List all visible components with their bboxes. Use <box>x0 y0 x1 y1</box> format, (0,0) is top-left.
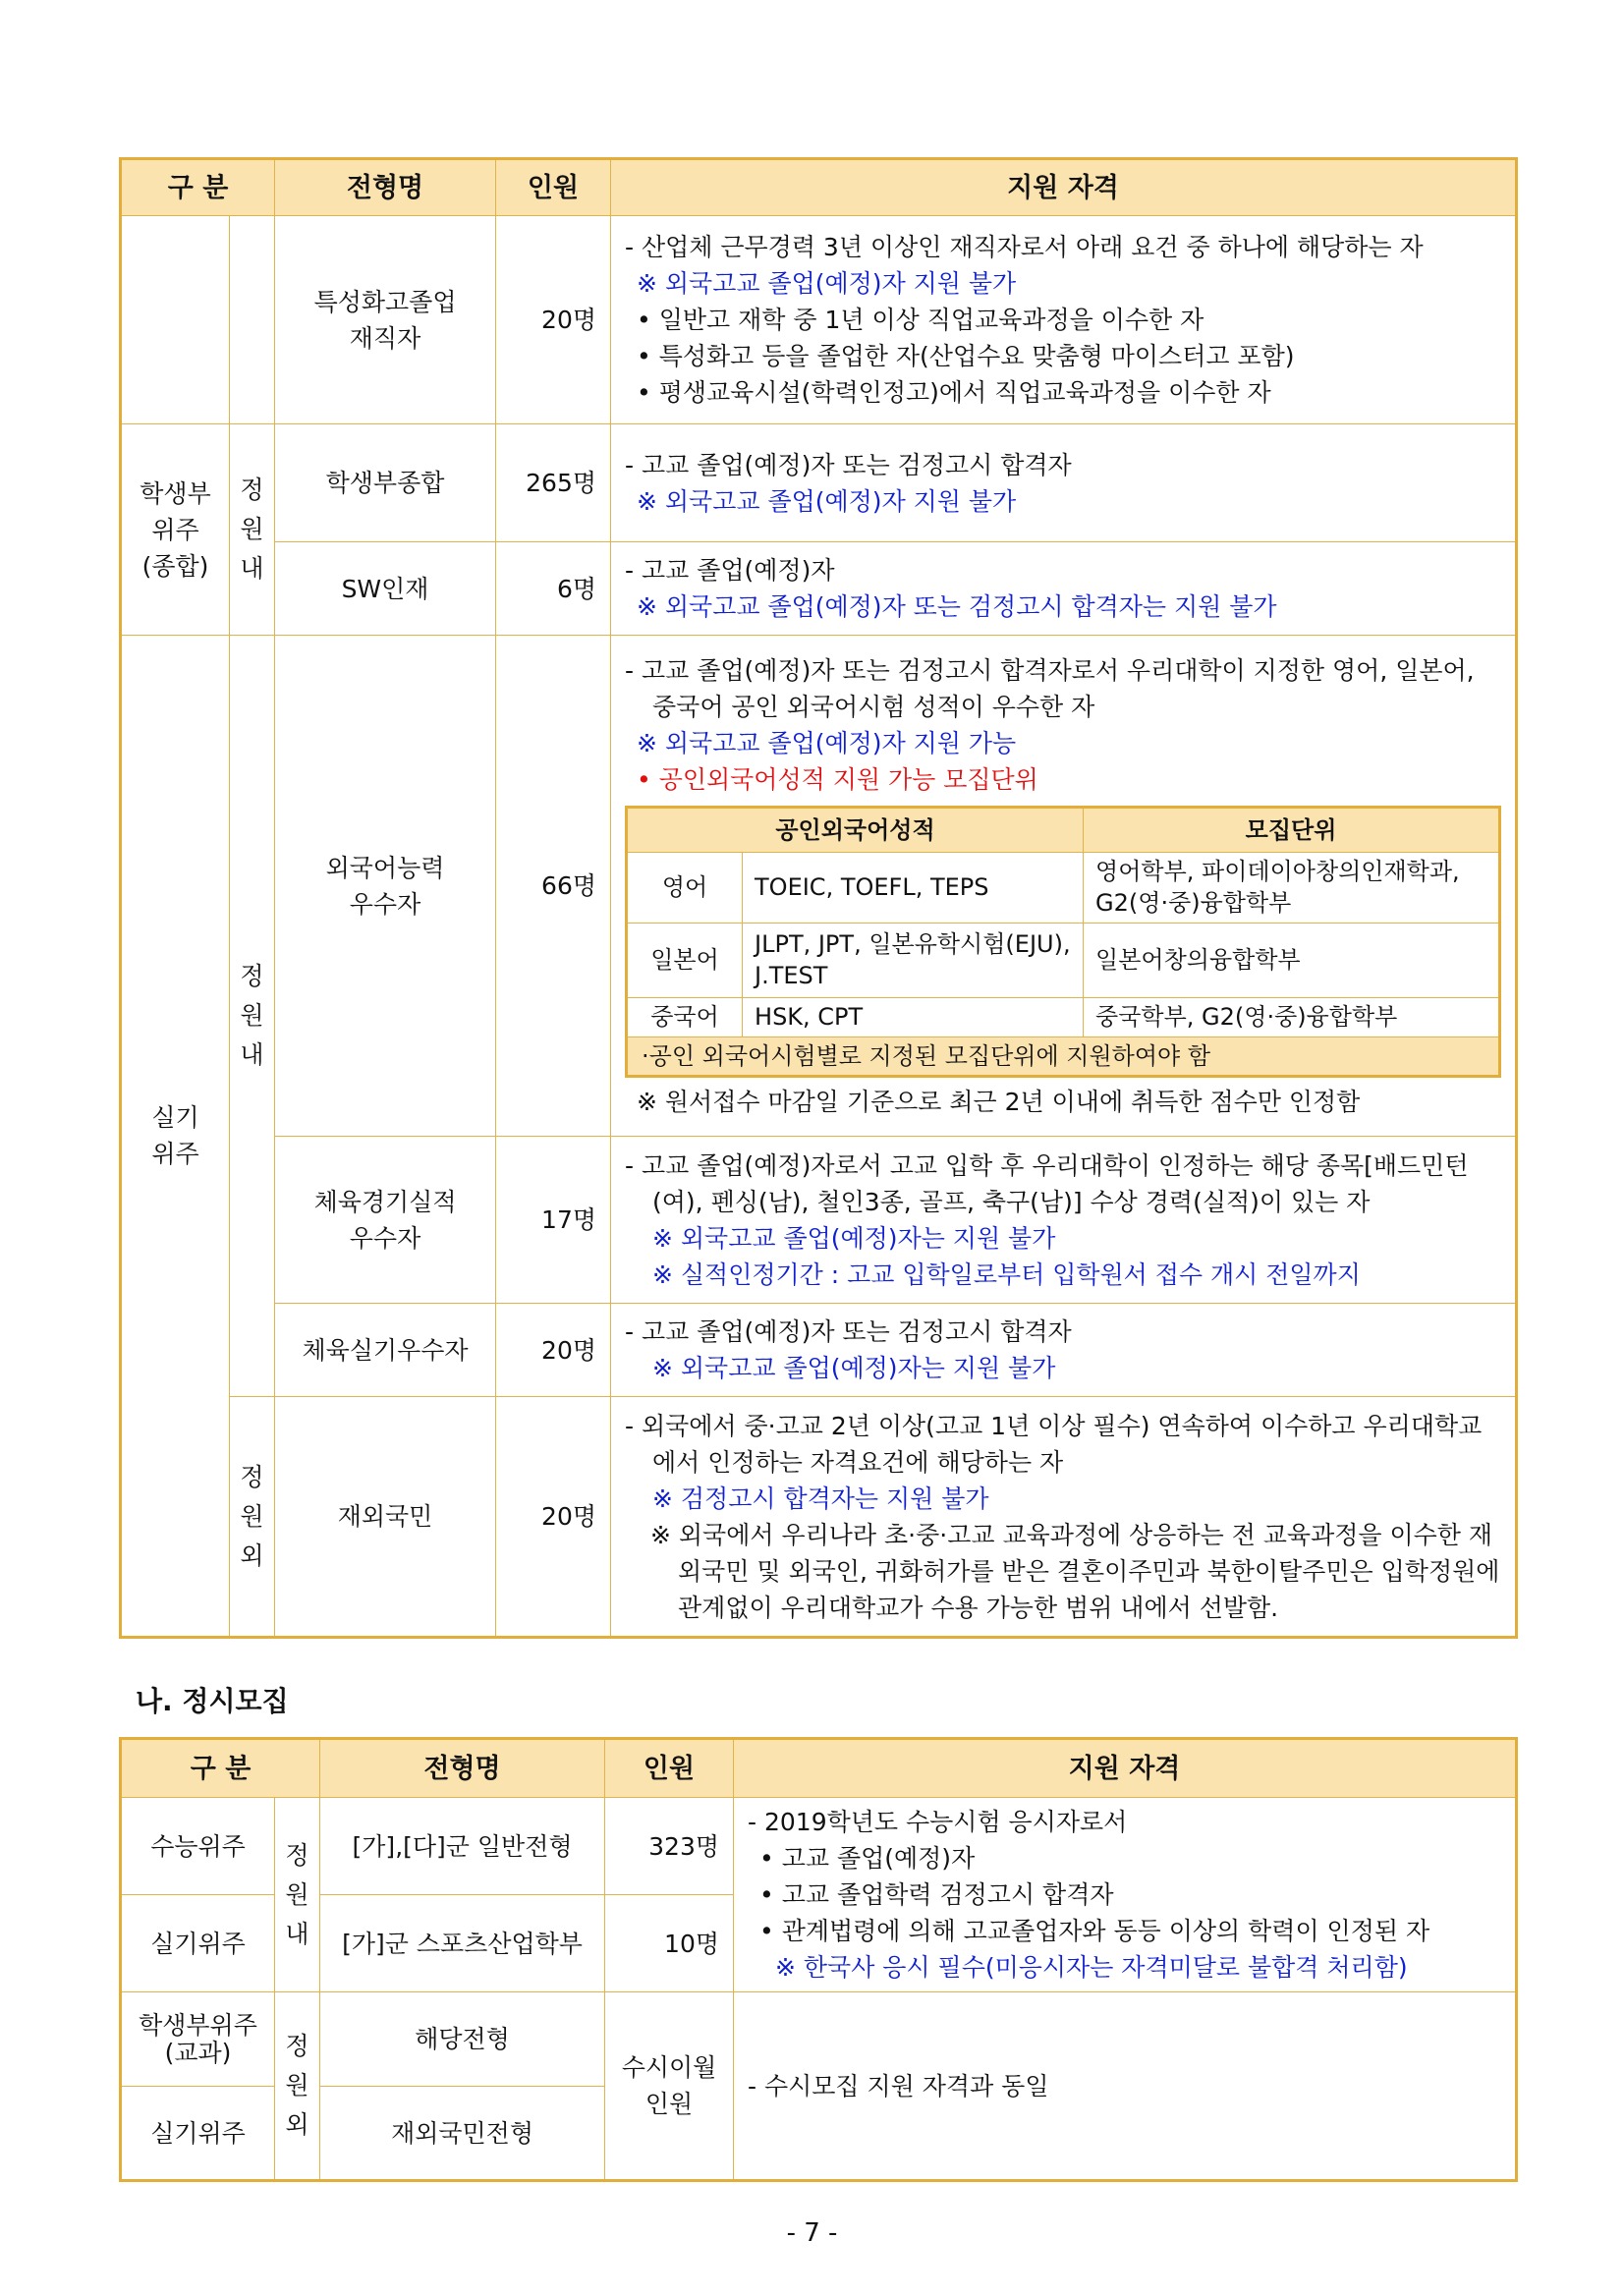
unit-list: 중국학부, G2(영·중)융합학부 <box>1084 997 1500 1036</box>
language: 일본어 <box>627 923 743 997</box>
program-name: 재외국민 <box>275 1397 496 1638</box>
quota: 20명 <box>496 216 611 424</box>
program-name: 체육실기우수자 <box>275 1304 496 1397</box>
table-header-row <box>121 1739 1517 1798</box>
language: 중국어 <box>627 997 743 1036</box>
sub-category-in-quota: 정 원 내 <box>230 636 275 1397</box>
table-header-row <box>121 159 1517 216</box>
qualification: - 수시모집 지원 자격과 동일 <box>734 1992 1517 2181</box>
qualification: - 고교 졸업(예정)자 또는 검정고시 합격자 ※ 외국고교 졸업(예정)자 지원 불가 <box>611 424 1517 542</box>
qualification: - 2019학년도 수능시험 응시자로서 • 고교 졸업(예정)자 • 고교 졸업학력 검정고시 합격자 • 관계법령에 의해 고교졸업자와 동등 이상의 학력이 인정된 자 ※ 한국사 응시 필수(미응시자는 자격미달로 불합격 처리함) <box>734 1798 1517 1992</box>
table-row <box>121 542 1517 636</box>
unit-list: 일본어창의융합학부 <box>1084 923 1500 997</box>
program-name: 체육경기실적 우수자 <box>275 1137 496 1304</box>
header-category: 구 분 <box>121 1739 320 1798</box>
table-row <box>121 1397 1517 1638</box>
table-row <box>121 1137 1517 1304</box>
header-category: 구 분 <box>121 159 275 216</box>
jeongsi-table <box>119 1737 1518 2182</box>
category: 실기위주 <box>121 2087 275 2181</box>
quota: 6명 <box>496 542 611 636</box>
quota: 20명 <box>496 1304 611 1397</box>
language: 영어 <box>627 852 743 923</box>
section-title: 나. 정시모집 <box>136 1685 289 1717</box>
quota: 10명 <box>605 1895 734 1992</box>
sub-category-in-quota: 정 원 내 <box>275 1798 320 1992</box>
subtable-row <box>627 852 1500 923</box>
sub-category-out-quota: 정 원 외 <box>275 1992 320 2181</box>
header-count: 인원 <box>496 159 611 216</box>
header-qualification: 지원 자격 <box>734 1739 1517 1798</box>
test-list: TOEIC, TOEFL, TEPS <box>743 852 1084 923</box>
quota: 323명 <box>605 1798 734 1895</box>
sub-category-out-quota: 정 원 외 <box>230 1397 275 1638</box>
table-row <box>121 1304 1517 1397</box>
header-name: 전형명 <box>275 159 496 216</box>
category: 실기위주 <box>121 1895 275 1992</box>
quota: 265명 <box>496 424 611 542</box>
category: 학생부위주 (교과) <box>121 1992 275 2087</box>
language-score-subtable <box>625 806 1501 1078</box>
program-name: SW인재 <box>275 542 496 636</box>
program-name: 특성화고졸업 재직자 <box>275 216 496 424</box>
qualification: - 고교 졸업(예정)자 또는 검정고시 합격자 ※ 외국고교 졸업(예정)자는 지원 불가 <box>611 1304 1517 1397</box>
sub-category-cell-empty <box>230 216 275 424</box>
quota: 66명 <box>496 636 611 1137</box>
page-number: - 7 - <box>786 2218 838 2248</box>
program-name: 재외국민전형 <box>320 2087 605 2181</box>
header-name: 전형명 <box>320 1739 605 1798</box>
category-student-record: 학생부 위주 (종합) <box>121 424 230 636</box>
program-name: 학생부종합 <box>275 424 496 542</box>
header-count: 인원 <box>605 1739 734 1798</box>
subtable-row <box>627 923 1500 997</box>
test-list: HSK, CPT <box>743 997 1084 1036</box>
subtable-note: ·공인 외국어시험별로 지정된 모집단위에 지원하여야 함 <box>627 1036 1500 1076</box>
table-row <box>121 424 1517 542</box>
qualification: - 고교 졸업(예정)자 또는 검정고시 합격자로서 우리대학이 지정한 영어, 일본어, 중국어 공인 외국어시험 성적이 우수한 자 ※ 외국고교 졸업(예정)자 지원 가능 • 공인외국어성적 지원 가능 모집단위 공인외국어성적 모집단위 영어 TOEIC, TOEFL, TEPS 영어학부, 파이데이아창의인재학과, G2(영·중)융합학부 일본어 JLPT, JPT, 일본유학시험(EJU), J.TEST 일본어창의융합학부 중국어 HSK, CPT 중국학부, G2(영·중)융합학부 ·공인 외국어시험별로 지정된 모집단위에 지원하여야 함 ※ 원서접수 마감일 기준으로 최근 2년 이내에 취득한 점수만 인정함 <box>611 636 1517 1137</box>
table-row <box>121 1798 1517 1895</box>
test-list: JLPT, JPT, 일본유학시험(EJU), J.TEST <box>743 923 1084 997</box>
program-name: [가],[다]군 일반전형 <box>320 1798 605 1895</box>
subtable-header-scores: 공인외국어성적 <box>627 807 1084 852</box>
category-cell-empty <box>121 216 230 424</box>
qualification: - 외국에서 중·고교 2년 이상(고교 1년 이상 필수) 연속하여 이수하고 우리대학교에서 인정하는 자격요건에 해당하는 자 ※ 검정고시 합격자는 지원 불가 ※ 외국에서 우리나라 초·중·고교 교육과정에 상응하는 전 교육과정을 이수한 재외국민 및 외국인, 귀화허가를 받은 결혼이주민과 북한이탈주민은 입학정원에 관계없이 우리대학교가 수용 가능한 범위 내에서 선발함. <box>611 1397 1517 1638</box>
sub-category-in-quota: 정 원 내 <box>230 424 275 636</box>
program-name: 해당전형 <box>320 1992 605 2087</box>
subtable-header-units: 모집단위 <box>1084 807 1500 852</box>
program-name: 외국어능력 우수자 <box>275 636 496 1137</box>
header-qualification: 지원 자격 <box>611 159 1517 216</box>
quota-carryover: 수시이월 인원 <box>605 1992 734 2181</box>
table-row <box>121 636 1517 1137</box>
qualification: - 산업체 근무경력 3년 이상인 재직자로서 아래 요건 중 하나에 해당하는 자 ※ 외국고교 졸업(예정)자 지원 불가 • 일반고 재학 중 1년 이상 직업교육과정을 이수한 자 • 특성화고 등을 졸업한 자(산업수요 맞춤형 마이스터고 포함) • 평생교육시설(학력인정고)에서 직업교육과정을 이수한 자 <box>611 216 1517 424</box>
table-row <box>121 1992 1517 2087</box>
subtable-row <box>627 997 1500 1036</box>
susi-table <box>119 157 1518 1639</box>
unit-list: 영어학부, 파이데이아창의인재학과, G2(영·중)융합학부 <box>1084 852 1500 923</box>
program-name: [가]군 스포츠산업학부 <box>320 1895 605 1992</box>
category: 수능위주 <box>121 1798 275 1895</box>
subtable-note-row <box>627 1036 1500 1076</box>
quota: 20명 <box>496 1397 611 1638</box>
table-row <box>121 216 1517 424</box>
qualification: - 고교 졸업(예정)자 ※ 외국고교 졸업(예정)자 또는 검정고시 합격자는 지원 불가 <box>611 542 1517 636</box>
quota: 17명 <box>496 1137 611 1304</box>
subtable-header-row <box>627 807 1500 852</box>
qualification: - 고교 졸업(예정)자로서 고교 입학 후 우리대학이 인정하는 해당 종목[배드민턴(여), 펜싱(남), 철인3종, 골프, 축구(남)] 수상 경력(실적)이 있는 자 ※ 외국고교 졸업(예정)자는 지원 불가 ※ 실적인정기간 : 고교 입학일로부터 입학원서 접수 개시 전일까지 <box>611 1137 1517 1304</box>
category-practical: 실기 위주 <box>121 636 230 1638</box>
